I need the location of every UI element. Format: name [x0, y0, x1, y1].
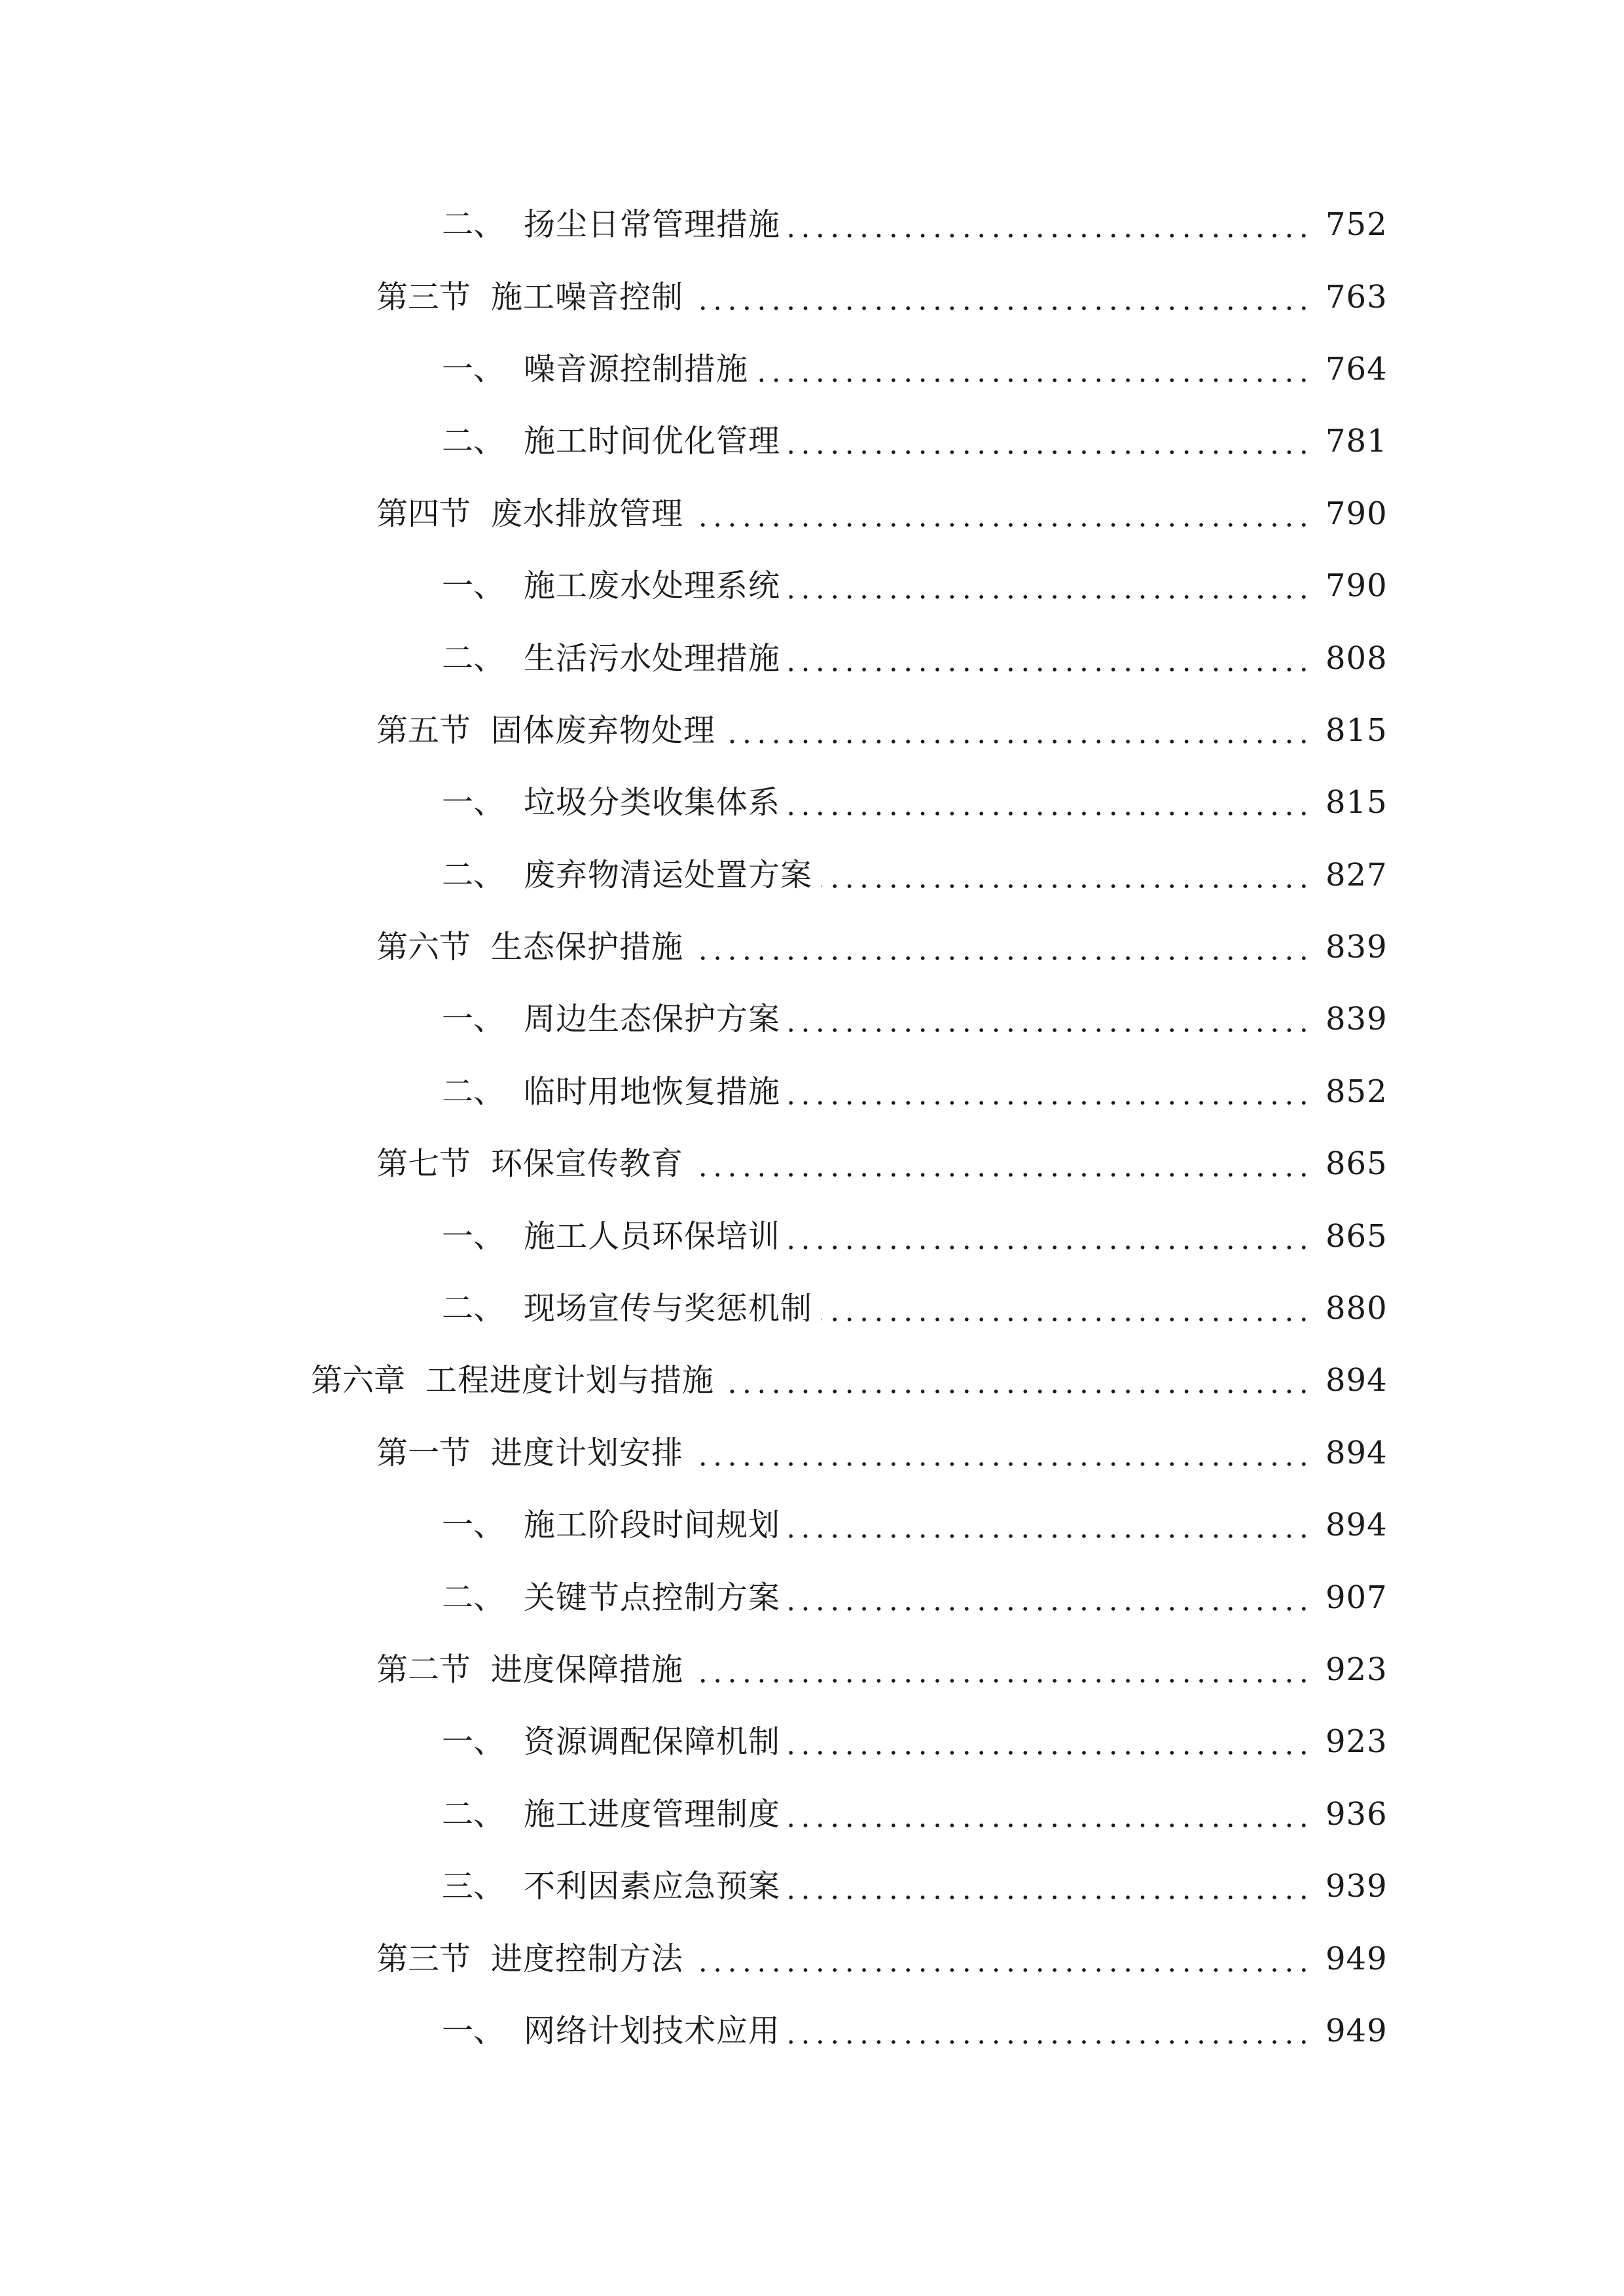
toc-entry [442, 567, 781, 605]
toc-row[interactable] [0, 1706, 1624, 1778]
toc-entry-title: 废弃物清运处置方案 [524, 856, 813, 893]
toc-row[interactable] [0, 1922, 1624, 1994]
toc-row[interactable] [0, 1272, 1624, 1344]
toc-entry [442, 1073, 781, 1110]
toc-dot-leader [821, 859, 1311, 891]
toc-entry [442, 784, 781, 821]
toc-entry-title: 进度计划安排 [491, 1434, 684, 1471]
toc-entry-title: 扬尘日常管理措施 [524, 206, 781, 243]
toc-row[interactable] [0, 622, 1624, 694]
toc-entry-title: 施工人员环保培训 [524, 1217, 781, 1255]
toc-row[interactable] [0, 839, 1624, 911]
toc-row[interactable] [0, 1128, 1624, 1200]
toc-entry-number: 第六章 [311, 1362, 406, 1399]
toc-page-number: 815 [1326, 711, 1388, 749]
toc-row[interactable] [0, 188, 1624, 260]
toc-entry [376, 711, 716, 749]
toc-page-number: 808 [1326, 639, 1388, 677]
toc-dot-leader [693, 931, 1311, 963]
toc-dot-leader [693, 281, 1311, 313]
toc-row[interactable] [0, 1344, 1624, 1416]
toc-dot-leader [693, 1437, 1311, 1469]
toc-page-number: 790 [1326, 495, 1388, 532]
toc-entry-number: 二、 [442, 856, 505, 893]
toc-page-number: 839 [1326, 1001, 1388, 1038]
toc-entry-number: 二、 [442, 1579, 505, 1616]
toc-page-number: 939 [1326, 1868, 1388, 1905]
toc-dot-leader [693, 1943, 1311, 1975]
toc-page-number: 763 [1326, 278, 1388, 315]
toc-dot-leader [789, 787, 1311, 818]
toc-entry-number: 一、 [442, 784, 505, 821]
toc-row[interactable] [0, 1850, 1624, 1922]
toc-entry-number: 一、 [442, 1723, 505, 1761]
toc-entry [376, 1145, 684, 1183]
toc-entry [376, 1940, 684, 1977]
toc-row[interactable] [0, 1200, 1624, 1272]
toc-entry [442, 206, 781, 243]
toc-entry [442, 1795, 781, 1833]
toc-entry-title: 临时用地恢复措施 [524, 1073, 781, 1110]
toc-row[interactable] [0, 478, 1624, 550]
toc-dot-leader [789, 1582, 1311, 1613]
toc-entry-title: 垃圾分类收集体系 [524, 784, 781, 821]
toc-entry [311, 1362, 715, 1399]
toc-page-number: 852 [1326, 1073, 1388, 1110]
toc-entry-number: 一、 [442, 1217, 505, 1255]
toc-entry-title: 施工噪音控制 [491, 278, 684, 315]
toc-entry-number: 二、 [442, 1073, 505, 1110]
toc-row[interactable] [0, 983, 1624, 1055]
toc-row[interactable] [0, 911, 1624, 983]
toc-dot-leader [789, 2015, 1311, 2047]
toc-entry-number: 一、 [442, 2012, 505, 2049]
toc-entry-number: 二、 [442, 1795, 505, 1833]
toc-page-number: 839 [1326, 929, 1388, 966]
toc-entry [442, 856, 813, 893]
toc-page-number: 894 [1326, 1507, 1388, 1544]
toc-entry [442, 1723, 781, 1761]
toc-entry-title: 周边生态保护方案 [524, 1001, 781, 1038]
toc-dot-leader [789, 570, 1311, 601]
toc-dot-leader [789, 1726, 1311, 1757]
toc-page-number: 923 [1326, 1723, 1388, 1761]
toc-entry-title: 施工时间优化管理 [524, 423, 781, 460]
toc-entry-title: 生活污水处理措施 [524, 639, 781, 677]
toc-row[interactable] [0, 333, 1624, 405]
toc-entry-title: 工程进度计划与措施 [425, 1362, 715, 1399]
toc-entry-number: 第一节 [376, 1434, 471, 1471]
toc-entry-title: 噪音源控制措施 [524, 350, 749, 387]
toc-dot-leader [789, 643, 1311, 674]
toc-row[interactable] [0, 1417, 1624, 1489]
toc-entry-title: 固体废弃物处理 [491, 711, 716, 749]
toc-entry-number: 一、 [442, 567, 505, 605]
toc-dot-leader [821, 1293, 1311, 1324]
toc-dot-leader [789, 1003, 1311, 1035]
toc-entry [442, 1001, 781, 1038]
toc-dot-leader [725, 715, 1311, 746]
toc-entry [442, 2012, 781, 2049]
toc-entry-number: 二、 [442, 639, 505, 677]
toc-row[interactable] [0, 1778, 1624, 1850]
toc-entry [442, 1868, 781, 1905]
toc-dot-leader [693, 1654, 1311, 1685]
toc-entry [376, 1651, 684, 1688]
toc-page-number: 752 [1326, 206, 1388, 243]
toc-entry-number: 第二节 [376, 1651, 471, 1688]
toc-dot-leader [789, 209, 1311, 240]
toc-dot-leader [693, 498, 1311, 529]
toc-page-number: 894 [1326, 1434, 1388, 1471]
toc-page-number: 790 [1326, 567, 1388, 605]
toc-dot-leader [693, 1148, 1311, 1179]
toc-entry [376, 1434, 684, 1471]
toc-entry [442, 1579, 781, 1616]
toc-row[interactable] [0, 1561, 1624, 1633]
toc-row[interactable] [0, 766, 1624, 838]
toc-row[interactable] [0, 405, 1624, 477]
toc-entry-number: 一、 [442, 1507, 505, 1544]
toc-page-number: 764 [1326, 350, 1388, 387]
toc-entry-title: 资源调配保障机制 [524, 1723, 781, 1761]
toc-entry-title: 网络计划技术应用 [524, 2012, 781, 2049]
toc-row[interactable] [0, 550, 1624, 622]
toc-dot-leader [789, 1221, 1311, 1252]
toc-dot-leader [789, 425, 1311, 457]
toc-row[interactable] [0, 1995, 1624, 2067]
toc-entry [376, 929, 684, 966]
toc-row[interactable] [0, 260, 1624, 332]
toc-row[interactable] [0, 1056, 1624, 1128]
toc-entry-title: 施工废水处理系统 [524, 567, 781, 605]
toc-row[interactable] [0, 694, 1624, 766]
toc-row[interactable] [0, 1489, 1624, 1561]
toc-page-number: 936 [1326, 1795, 1388, 1833]
toc-entry-number: 第五节 [376, 711, 471, 749]
toc-entry-title: 现场宣传与奖惩机制 [524, 1290, 813, 1327]
table-of-contents [0, 188, 1624, 2067]
toc-entry-title: 环保宣传教育 [491, 1145, 684, 1183]
toc-entry-number: 第四节 [376, 495, 471, 532]
toc-entry-title: 废水排放管理 [491, 495, 684, 532]
toc-dot-leader [757, 353, 1311, 385]
toc-page-number: 781 [1326, 423, 1388, 460]
toc-entry [442, 1507, 781, 1544]
toc-entry [442, 1217, 781, 1255]
toc-entry-number: 二、 [442, 206, 505, 243]
toc-page-number: 949 [1326, 2012, 1388, 2049]
toc-entry [376, 495, 684, 532]
toc-entry-number: 第七节 [376, 1145, 471, 1183]
toc-entry-number: 二、 [442, 1290, 505, 1327]
toc-page-number: 815 [1326, 784, 1388, 821]
toc-row[interactable] [0, 1634, 1624, 1706]
toc-entry [442, 423, 781, 460]
toc-entry-title: 进度保障措施 [491, 1651, 684, 1688]
toc-entry [376, 278, 684, 315]
toc-entry-number: 二、 [442, 423, 505, 460]
toc-entry-number: 三、 [442, 1868, 505, 1905]
toc-entry-number: 一、 [442, 1001, 505, 1038]
toc-page-number: 949 [1326, 1940, 1388, 1977]
toc-dot-leader [789, 1871, 1311, 1902]
toc-dot-leader [789, 1076, 1311, 1107]
toc-page-number: 827 [1326, 856, 1388, 893]
toc-dot-leader [789, 1509, 1311, 1541]
toc-entry-number: 第三节 [376, 278, 471, 315]
toc-dot-leader [723, 1365, 1311, 1396]
toc-entry-title: 施工进度管理制度 [524, 1795, 781, 1833]
toc-entry-number: 第六节 [376, 929, 471, 966]
toc-entry-number: 第三节 [376, 1940, 471, 1977]
toc-page-number: 865 [1326, 1145, 1388, 1183]
toc-page-number: 880 [1326, 1290, 1388, 1327]
toc-entry-title: 生态保护措施 [491, 929, 684, 966]
toc-page-number: 923 [1326, 1651, 1388, 1688]
toc-entry-title: 施工阶段时间规划 [524, 1507, 781, 1544]
toc-dot-leader [789, 1799, 1311, 1830]
toc-page-number: 865 [1326, 1217, 1388, 1255]
toc-entry [442, 1290, 813, 1327]
toc-entry [442, 350, 749, 387]
toc-page-number: 907 [1326, 1579, 1388, 1616]
toc-entry-number: 一、 [442, 350, 505, 387]
toc-entry-title: 关键节点控制方案 [524, 1579, 781, 1616]
toc-entry-title: 不利因素应急预案 [524, 1868, 781, 1905]
toc-page-number: 894 [1326, 1362, 1388, 1399]
toc-entry-title: 进度控制方法 [491, 1940, 684, 1977]
toc-entry [442, 639, 781, 677]
